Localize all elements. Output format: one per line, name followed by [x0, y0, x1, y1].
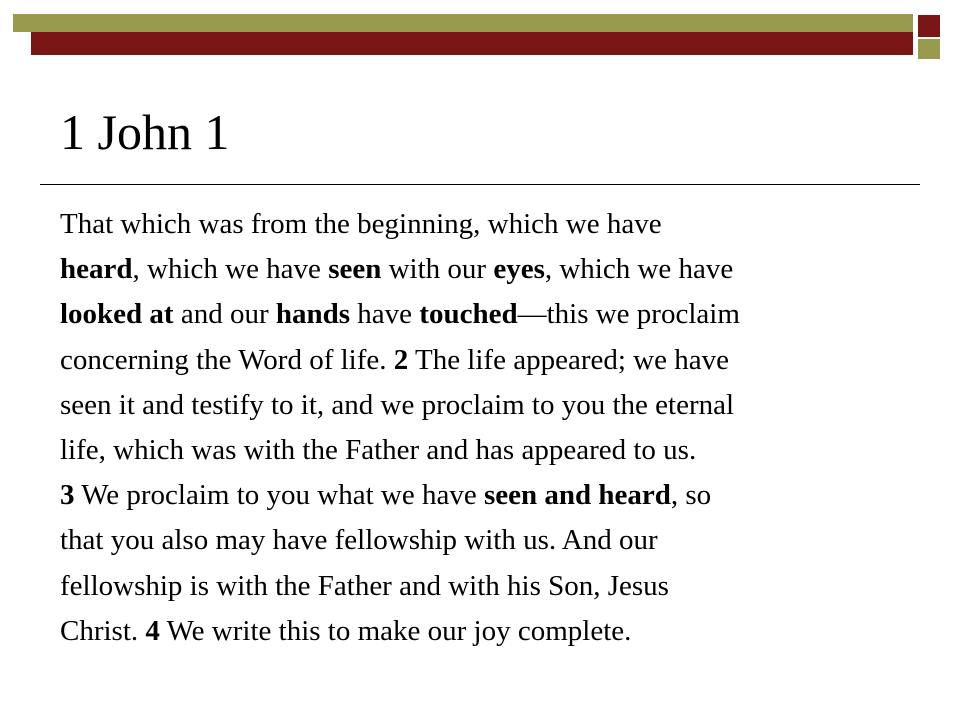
text-run: , so: [670, 479, 712, 512]
text-run: and our: [173, 298, 276, 331]
emphasized-text: eyes: [493, 253, 545, 286]
scripture-line: [60, 338, 920, 383]
emphasized-text: looked at: [60, 298, 174, 331]
text-run: concerning the Word of life.: [60, 343, 394, 376]
scripture-line: [60, 383, 920, 428]
text-run: , which we have: [132, 253, 329, 286]
text-run: with our: [381, 253, 494, 286]
text-run: that you also may have fellowship with us. And our: [60, 524, 658, 557]
text-run: The life appeared; we have: [408, 343, 729, 376]
text-run: fellowship is with the Father and with his Son, Jesus: [60, 569, 669, 602]
banner-maroon-square: [918, 15, 940, 37]
emphasized-text: seen and heard: [483, 479, 671, 512]
title-divider: [40, 184, 920, 185]
scripture-line: [60, 564, 920, 609]
text-run: , which we have: [544, 253, 734, 286]
banner-olive-square: [918, 39, 940, 59]
scripture-line: [60, 428, 920, 473]
text-run: We proclaim to you what we have: [74, 479, 484, 512]
scripture-line: [60, 202, 920, 247]
scripture-line: [60, 518, 920, 563]
scripture-line: [60, 247, 920, 292]
text-run: That which was from the beginning, which we have: [60, 208, 662, 240]
banner-maroon-bar: [31, 32, 913, 55]
emphasized-text: seen: [328, 253, 382, 286]
scripture-line: [60, 609, 920, 654]
emphasized-text: 3: [60, 479, 75, 512]
text-run: have: [350, 298, 420, 331]
emphasized-text: 2: [393, 343, 409, 376]
scripture-text: [60, 202, 920, 654]
text-run: We write this to make our joy complete.: [159, 614, 632, 647]
emphasized-text: 4: [145, 614, 160, 647]
scripture-line: [60, 473, 920, 518]
slide-title: 1 John 1: [60, 104, 230, 160]
emphasized-text: heard: [60, 253, 133, 286]
text-run: —this we proclaim: [517, 298, 740, 331]
banner-olive-bar: [13, 14, 913, 32]
text-run: life, which was with the Father and has appeared to us.: [60, 434, 697, 467]
scripture-line: [60, 292, 920, 337]
text-run: Christ.: [60, 614, 146, 647]
emphasized-text: hands: [275, 298, 351, 331]
emphasized-text: touched: [419, 298, 518, 331]
text-run: seen it and testify to it, and we proclaim to you the eternal: [60, 388, 735, 421]
